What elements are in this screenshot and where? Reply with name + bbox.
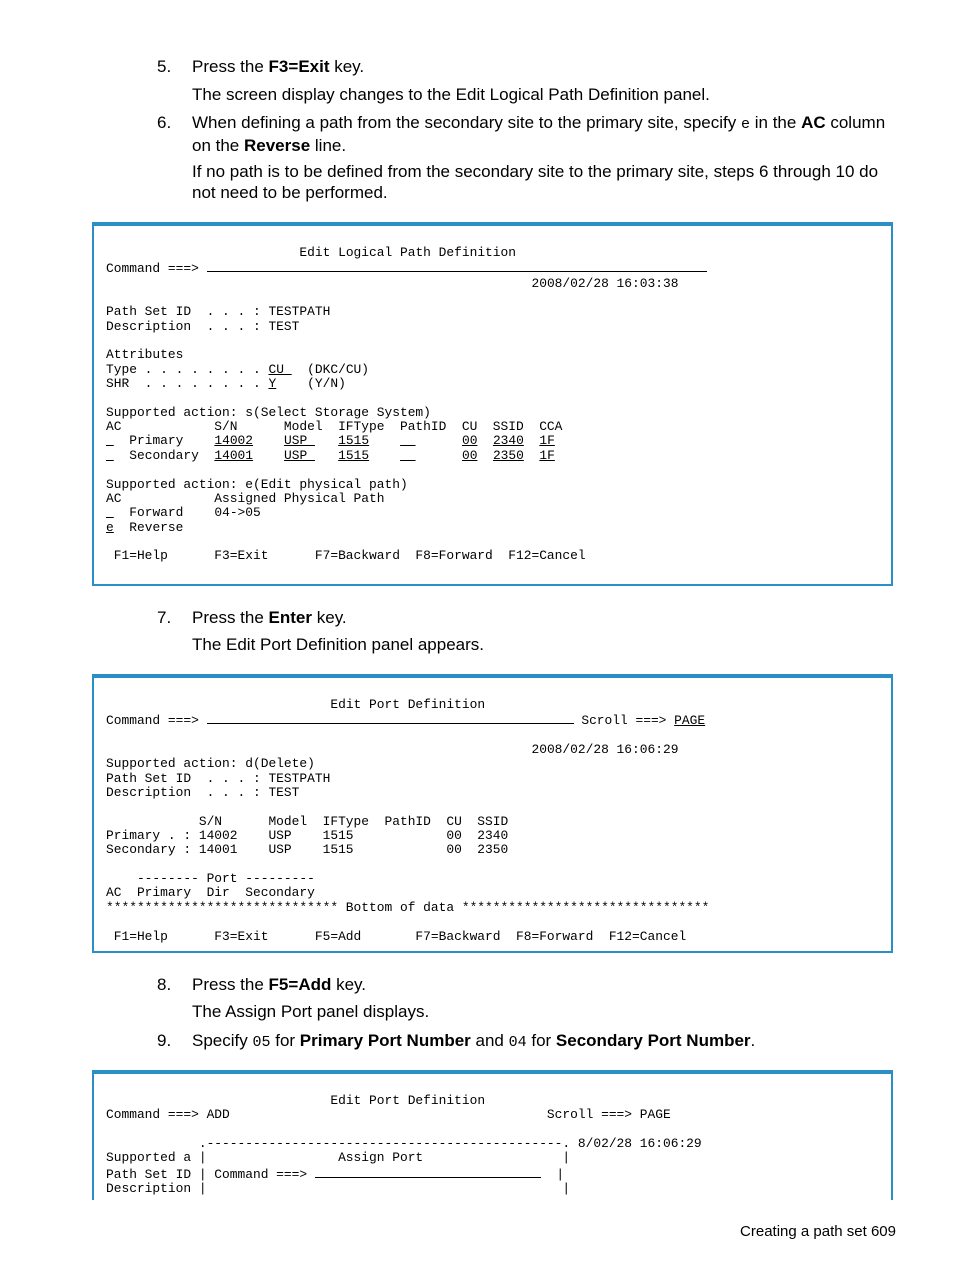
ac-field-secondary[interactable] <box>106 448 114 463</box>
scroll-field[interactable]: PAGE <box>674 713 706 729</box>
secondary-row: Secondary : 14001 USP 1515 00 2350 <box>106 842 509 858</box>
ac-field-primary[interactable] <box>106 433 114 448</box>
ac-field-forward[interactable] <box>106 505 114 520</box>
step-number: 5. <box>157 57 172 76</box>
command-line: Command ===> ADD Scroll ===> PAGE <box>106 1107 671 1123</box>
edit-logical-path-panel <box>92 222 893 586</box>
bottom-of-data: ****************************** Bottom of data ******************************** <box>106 899 710 915</box>
step-5-text: Press the F3=Exit key. <box>192 57 365 76</box>
popup-top-border: .----------------------------------------------. 8/02/28 16:06:29 <box>106 1136 702 1152</box>
ac-field-reverse[interactable]: e <box>106 519 114 535</box>
code-value: 04 <box>508 1034 527 1051</box>
timestamp: 2008/02/28 16:03:38 <box>531 275 679 291</box>
page-footer <box>740 1222 896 1242</box>
path-set-id: Path Set ID . . . : TESTPATH <box>106 770 331 786</box>
step-5-result: The screen display changes to the Edit Logical Path Definition panel. <box>192 85 710 104</box>
command-input[interactable] <box>207 260 707 272</box>
terminal-screen: Edit Logical Path Definition Command ===> 2008/02/28 16:03:38 Path Set ID . . . : TESTPATH Description . . . : TEST Attributes Type . . . . . . . . CU (DKC/CU) SHR . . . . . . . . Y (Y/N) Supported action: s(Select Storage System) AC S/N Model IFType PathID CU SSID CCA Primary 14002 USP 1515 00 2340 1F Secondary 14001 USP 1515 00 2350 1F Supported action: e(Edit physical path) AC Assigned Physical Path Forward 04->05 e Reverse F1=Help F3=Exit F7=Backward F8=Forward F12=Cancel <box>106 246 707 564</box>
port-header: -------- Port --------- <box>106 871 315 887</box>
popup-line: Description | | <box>106 1181 571 1197</box>
function-keys: F1=Help F3=Exit F5=Add F7=Backward F8=Forward F12=Cancel <box>106 928 687 944</box>
table-header: S/N Model IFType PathID CU SSID <box>106 813 509 829</box>
terminal-screen: Edit Port Definition Command ===> Scroll ===> PAGE 2008/02/28 16:06:29 Supported action: d(Delete) Path Set ID . . . : TESTPATH Description . . . : TEST S/N Model IFType PathID CU SSID Primary . : 14002 USP 1515 00 2340 Secondary : 14001 USP 1515 00 2350 -------- Port --------- AC Primary Dir Secondary ****************************** Bottom of data ******************************** F1=Help F3=Exit F5=Add F7=Backward F8=Forward F12=Cancel <box>106 697 710 944</box>
function-keys: F1=Help F3=Exit F7=Backward F8=Forward F12=Cancel <box>106 548 586 564</box>
step-6-text: When defining a path from the secondary site to the primary site, specify e in the AC column on the Reverse line. <box>192 113 886 155</box>
step-7-result: The Edit Port Definition panel appears. <box>192 635 485 654</box>
step-9-text: Specify 05 for Primary Port Number and 04 for Secondary Port Number. <box>192 1031 756 1051</box>
type-field[interactable]: CU <box>268 361 292 377</box>
supported-action-edit: Supported action: e(Edit physical path) <box>106 476 408 492</box>
assign-port-panel <box>92 1070 893 1200</box>
panel-title: Edit Port Definition <box>330 1093 486 1108</box>
panel-title: Edit Logical Path Definition <box>299 245 517 260</box>
description: Description . . . : TEST <box>106 785 300 801</box>
step-8-result: The Assign Port panel displays. <box>192 1002 430 1021</box>
popup-command-input[interactable] <box>315 1166 541 1178</box>
key-name: F5=Add <box>268 975 332 994</box>
supported-action-delete: Supported action: d(Delete) <box>106 756 315 772</box>
panel-title: Edit Port Definition <box>330 697 486 712</box>
page-number: 609 <box>870 1223 896 1240</box>
terminal-screen: Edit Port Definition Command ===> ADD Scroll ===> PAGE .----------------------------------------------. 8/02/28 16:06:29 Supported a | Assign Port | Path Set ID | Command ===> | Description | | <box>106 1093 702 1197</box>
command-input[interactable] <box>207 712 574 724</box>
step-number: 6. <box>157 113 172 132</box>
key-name: F3=Exit <box>268 57 330 76</box>
section-name: Creating a path set <box>740 1223 867 1240</box>
step-number: 9. <box>157 1031 172 1050</box>
shr-field[interactable]: Y <box>268 376 277 392</box>
path-set-id: Path Set ID . . . : TESTPATH <box>106 304 331 320</box>
popup-title-line: Supported a | Assign Port | <box>106 1150 571 1166</box>
step-8-text: Press the F5=Add key. <box>192 975 366 994</box>
column-header: AC Primary Dir Secondary <box>106 885 315 901</box>
step-number: 8. <box>157 975 172 994</box>
table-header: AC Assigned Physical Path <box>106 490 385 506</box>
edit-port-definition-panel <box>92 674 893 953</box>
primary-row: Primary . : 14002 USP 1515 00 2340 <box>106 828 509 844</box>
key-name: Enter <box>268 608 313 627</box>
code-value: 05 <box>252 1034 271 1051</box>
description: Description . . . : TEST <box>106 318 300 334</box>
step-6-note: If no path is to be defined from the secondary site to the primary site, steps 6 through 10 do not need to be performed. <box>192 162 879 202</box>
timestamp: 2008/02/28 16:06:29 <box>531 742 679 758</box>
table-header: AC S/N Model IFType PathID CU SSID CCA <box>106 419 563 435</box>
step-number: 7. <box>157 608 172 627</box>
step-7-text: Press the Enter key. <box>192 608 347 627</box>
attributes-heading: Attributes <box>106 347 184 363</box>
supported-action-select: Supported action: s(Select Storage System) <box>106 404 431 420</box>
code-value: e <box>741 116 751 133</box>
